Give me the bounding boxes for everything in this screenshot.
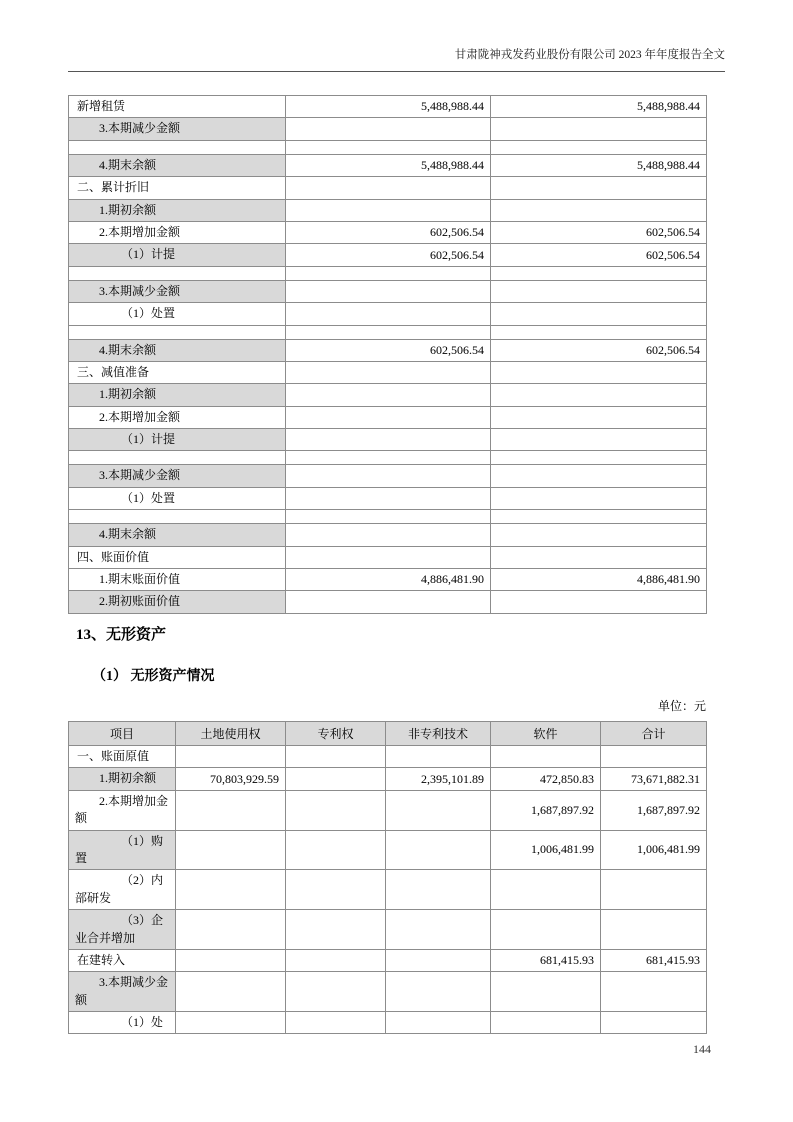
row-value-col2 [286,870,386,910]
row-label: 1.期初余额 [69,768,176,790]
row-value-col1 [176,1012,286,1034]
row-value-col4: 472,850.83 [491,768,601,790]
row-value-col1 [286,384,491,406]
section-subheading: （1） 无形资产情况 [92,669,215,684]
row-value-col2 [286,768,386,790]
row-value-col1 [286,266,491,280]
column-header: 专利权 [286,722,386,746]
row-label: 4.期末余额 [69,339,286,361]
row-value-col4 [491,972,601,1012]
row-value-col1 [286,361,491,383]
row-value-col1: 602,506.54 [286,339,491,361]
row-label: 2.本期增加金额 [69,221,286,243]
row-value-col2 [286,1012,386,1034]
row-value-col1 [176,746,286,768]
row-value-col3 [386,910,491,950]
row-value-col5 [601,870,707,910]
intangible-assets-table [68,721,707,1034]
row-value-col2 [491,406,707,428]
row-label: 1.期初余额 [69,199,286,221]
row-value-col1 [286,199,491,221]
row-value-col1 [286,487,491,509]
row-value-col2: 5,488,988.44 [491,154,707,176]
row-value-col4 [491,746,601,768]
row-value-col1 [286,140,491,154]
row-value-col4: 1,006,481.99 [491,830,601,870]
row-label [69,451,286,465]
row-value-col1 [286,510,491,524]
row-label: 4.期末余额 [69,524,286,546]
row-value-col1 [286,451,491,465]
row-label: 3.本期减少金额 [69,972,176,1012]
row-label: 2.本期增加金额 [69,790,176,830]
row-value-col2 [491,510,707,524]
row-value-col2: 602,506.54 [491,339,707,361]
table-row [69,591,707,613]
page-header [68,46,725,72]
row-value-col4: 681,415.93 [491,949,601,971]
spacer-row [69,266,707,280]
table-row [69,384,707,406]
row-value-col4 [491,910,601,950]
row-value-col1 [176,870,286,910]
row-value-col5 [601,746,707,768]
row-label [69,510,286,524]
row-value-col2: 602,506.54 [491,244,707,266]
table-row [69,487,707,509]
row-label: 3.本期减少金额 [69,118,286,140]
row-value-col2 [491,280,707,302]
row-label [69,325,286,339]
table-row [69,177,707,199]
table-row [69,768,707,790]
row-value-col1 [286,303,491,325]
row-value-col1 [286,118,491,140]
row-value-col5: 1,006,481.99 [601,830,707,870]
row-value-col5: 73,671,882.31 [601,768,707,790]
row-value-col1 [286,591,491,613]
row-label: 4.期末余额 [69,154,286,176]
row-value-col1: 4,886,481.90 [286,569,491,591]
row-value-col2 [491,546,707,568]
row-value-col1: 5,488,988.44 [286,154,491,176]
row-label: （1）处置 [69,303,286,325]
row-value-col5: 681,415.93 [601,949,707,971]
table-row [69,244,707,266]
unit-label: 单位：元 [657,699,706,713]
table-row [69,790,707,830]
spacer-row [69,140,707,154]
column-header: 合计 [601,722,707,746]
table-row [69,154,707,176]
row-value-col1 [286,465,491,487]
table-row [69,830,707,870]
spacer-row [69,510,707,524]
row-value-col2 [491,361,707,383]
row-value-col2 [491,487,707,509]
row-value-col2 [491,303,707,325]
table-row [69,910,707,950]
row-value-col2 [286,949,386,971]
row-label: （1）购置 [69,830,176,870]
row-value-col1 [286,325,491,339]
row-label: （1）处 [69,1012,176,1034]
row-value-col2 [491,325,707,339]
row-value-col2: 602,506.54 [491,221,707,243]
row-value-col1 [286,280,491,302]
row-label: 1.期初余额 [69,384,286,406]
row-value-col2 [491,266,707,280]
row-label [69,140,286,154]
row-value-col2 [286,790,386,830]
row-value-col1: 70,803,929.59 [176,768,286,790]
row-value-col2 [491,118,707,140]
row-value-col2 [491,524,707,546]
row-label: （1）计提 [69,244,286,266]
row-value-col5 [601,972,707,1012]
row-value-col4 [491,1012,601,1034]
row-value-col3 [386,746,491,768]
row-value-col1 [176,949,286,971]
page-number: 144 [693,1042,711,1056]
row-value-col3 [386,1012,491,1034]
row-label: 3.本期减少金额 [69,465,286,487]
row-value-col1 [286,524,491,546]
row-value-col2 [286,746,386,768]
row-label: （1）计提 [69,429,286,451]
row-label: 1.期末账面价值 [69,569,286,591]
row-value-col2: 4,886,481.90 [491,569,707,591]
row-value-col1 [286,406,491,428]
table-row [69,96,707,118]
table-row [69,465,707,487]
row-value-col3 [386,830,491,870]
table-row [69,524,707,546]
row-value-col2 [491,140,707,154]
row-label: 新增租赁 [69,96,286,118]
table-row [69,870,707,910]
row-value-col2: 5,488,988.44 [491,96,707,118]
spacer-row [69,451,707,465]
row-label: 在建转入 [69,949,176,971]
row-label [69,266,286,280]
table-row [69,118,707,140]
row-value-col3 [386,790,491,830]
table-row [69,199,707,221]
row-value-col2 [491,177,707,199]
table-row [69,221,707,243]
row-label: 四、账面价值 [69,546,286,568]
row-value-col3 [386,870,491,910]
table-header-row [69,722,707,746]
row-value-col1 [176,972,286,1012]
row-label: 2.本期增加金额 [69,406,286,428]
row-value-col2 [491,429,707,451]
row-value-col1: 602,506.54 [286,244,491,266]
section-heading: 13、无形资产 [76,627,167,643]
table-row [69,1012,707,1034]
table-row [69,303,707,325]
row-value-col1 [286,177,491,199]
column-header: 土地使用权 [176,722,286,746]
right-of-use-assets-table [68,95,707,614]
row-label: （2）内部研发 [69,870,176,910]
column-header: 非专利技术 [386,722,491,746]
row-value-col5 [601,910,707,950]
row-value-col3 [386,972,491,1012]
row-value-col5: 1,687,897.92 [601,790,707,830]
row-label: 二、累计折旧 [69,177,286,199]
table-row [69,569,707,591]
table-row [69,429,707,451]
table-row [69,746,707,768]
table-row [69,972,707,1012]
column-header: 项目 [69,722,176,746]
table-row [69,280,707,302]
table-row [69,546,707,568]
table-row [69,361,707,383]
row-value-col2 [491,384,707,406]
row-value-col1 [286,429,491,451]
row-value-col1: 602,506.54 [286,221,491,243]
row-label: 3.本期减少金额 [69,280,286,302]
row-value-col1 [176,790,286,830]
table-row [69,406,707,428]
row-value-col5 [601,1012,707,1034]
row-value-col2 [286,910,386,950]
row-value-col2 [491,465,707,487]
row-value-col4: 1,687,897.92 [491,790,601,830]
spacer-row [69,325,707,339]
report-title: 甘肃陇神戎发药业股份有限公司 2023 年年度报告全文 [454,49,725,61]
column-header: 软件 [491,722,601,746]
row-value-col3 [386,949,491,971]
row-value-col1 [176,910,286,950]
row-label: 2.期初账面价值 [69,591,286,613]
row-label: （1）处置 [69,487,286,509]
row-value-col2 [286,972,386,1012]
row-value-col1: 5,488,988.44 [286,96,491,118]
row-value-col1 [176,830,286,870]
row-value-col4 [491,870,601,910]
row-value-col1 [286,546,491,568]
row-value-col2 [491,591,707,613]
row-value-col2 [286,830,386,870]
row-value-col3: 2,395,101.89 [386,768,491,790]
table-row [69,339,707,361]
row-value-col2 [491,451,707,465]
row-label: 一、账面原值 [69,746,176,768]
row-value-col2 [491,199,707,221]
row-label: 三、减值准备 [69,361,286,383]
row-label: （3）企业合并增加 [69,910,176,950]
table-row [69,949,707,971]
